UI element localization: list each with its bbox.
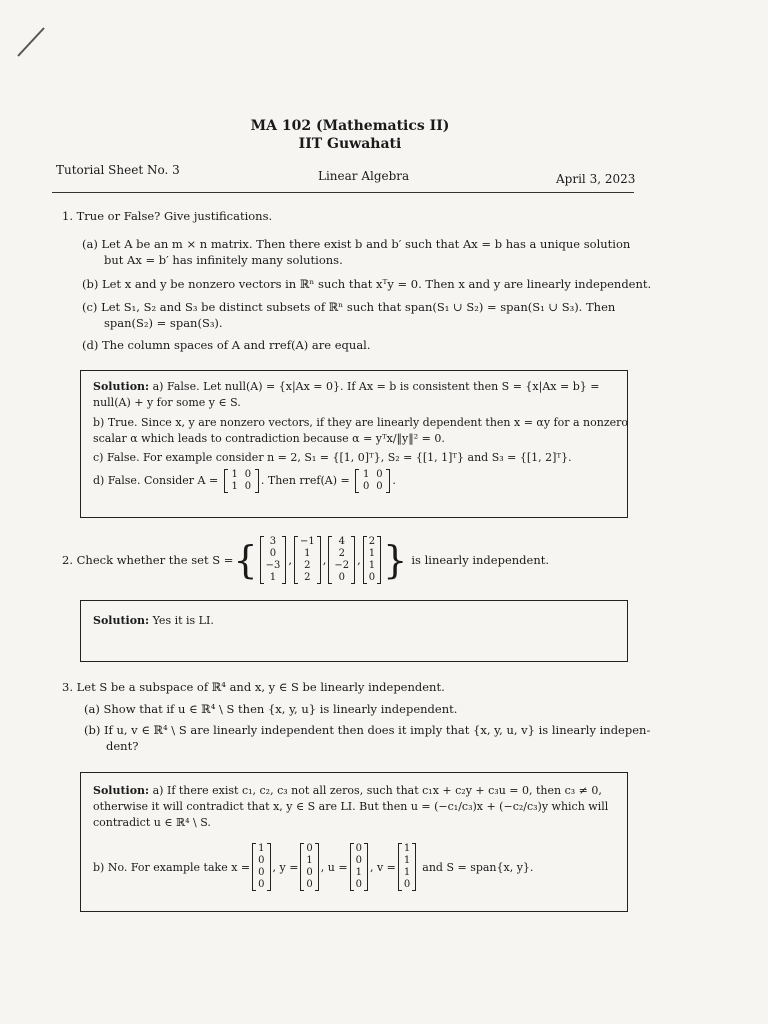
- sol1-line1: a) False. Let null(A) = {x|Ax = 0}. If Ax = b is consistent then S = {x|Ax = b} =: [152, 380, 600, 393]
- q1-part-a-line1: (a) Let A be an m × n matrix. Then there exist b and b′ such that Ax = b has a unique solution: [82, 237, 631, 251]
- sol3-line2: otherwise it will contradict that x, y ∈ S are LI. But then u = (−c₁/c₃)x + (−c₂/c₃)y which will: [93, 800, 609, 813]
- sol1-line2: null(A) + y for some y ∈ S.: [93, 396, 241, 409]
- vector-entry: 0: [355, 879, 362, 890]
- y-label: , y =: [272, 860, 299, 874]
- solution-label: Solution:: [93, 614, 150, 627]
- q1-part-c-line1: (c) Let S₁, S₂ and S₃ be distinct subsets of ℝⁿ such that span(S₁ ∪ S₂) = span(S₁ ∪ S₃). Then: [82, 300, 616, 314]
- vector-entry: 4: [338, 536, 345, 547]
- sol3-b-suffix: and S = span{x, y}.: [422, 860, 534, 874]
- sol1-d-middle: . Then rref(A) =: [260, 474, 350, 487]
- sheet-date: April 3, 2023: [556, 172, 636, 186]
- vector-1: [260, 536, 287, 584]
- solution-box-2: [80, 600, 628, 662]
- vector-3: [328, 536, 355, 584]
- left-brace: {: [233, 538, 258, 582]
- vector-entry: −1: [299, 536, 315, 547]
- pen-stroke-mark: [14, 22, 54, 62]
- institute-name: IIT Guwahati: [298, 136, 402, 152]
- vector-entry: 2: [304, 572, 311, 583]
- vector-entry: 0: [306, 843, 313, 854]
- vector-entry: 0: [338, 572, 345, 583]
- vector-u: [350, 843, 368, 891]
- q1-part-c-line2: span(S₂) = span(S₃).: [104, 316, 223, 330]
- vector-entry: 2: [338, 548, 345, 559]
- vector-entry: 1: [258, 843, 265, 854]
- solution-box-3: [80, 772, 628, 912]
- tutorial-sheet-number: Tutorial Sheet No. 3: [56, 163, 180, 177]
- sol3-b-prefix: b) No. For example take x =: [93, 860, 251, 874]
- q1-part-b: (b) Let x and y be nonzero vectors in ℝⁿ such that xᵀy = 0. Then x and y are linearly independent.: [82, 277, 652, 291]
- q2-suffix: is linearly independent.: [411, 553, 550, 567]
- header-rule: [52, 192, 634, 193]
- matrix-cell: 0: [376, 469, 383, 480]
- vector-entry: 0: [403, 879, 411, 890]
- vector-entry: 0: [258, 855, 265, 866]
- q1-part-d: (d) The column spaces of A and rref(A) are equal.: [82, 338, 371, 352]
- matrix-cell: 0: [244, 469, 252, 480]
- vector-entry: 3: [269, 536, 277, 547]
- sol1-d-prefix: d) False. Consider A =: [93, 474, 219, 487]
- matrix-cell: 1: [363, 469, 370, 480]
- sol1-line4: scalar α which leads to contradiction because α = yᵀx/‖y‖² = 0.: [93, 432, 445, 445]
- sol1-line5: c) False. For example consider n = 2, S₁ = {[1, 0]ᵀ}, S₂ = {[1, 1]ᵀ} and S₃ = {[1, 2]ᵀ}.: [93, 451, 572, 464]
- topic-label: Linear Algebra: [318, 169, 410, 183]
- matrix-A: [224, 469, 259, 493]
- solution-box-1: [80, 370, 628, 518]
- vector-entry: 0: [306, 867, 313, 878]
- sol1-line3: b) True. Since x, y are nonzero vectors, if they are linearly dependent then x = αy for a nonzero: [93, 416, 629, 429]
- vector-entry: 1: [403, 843, 411, 854]
- vector-entry: 1: [368, 548, 376, 559]
- vector-entry: 1: [269, 572, 277, 583]
- vector-entry: 1: [403, 855, 411, 866]
- sol1-d-suffix: .: [392, 474, 396, 487]
- q1-part-a-line2: but Ax = b′ has infinitely many solutions.: [104, 253, 343, 267]
- sol2-text: Yes it is LI.: [152, 614, 214, 627]
- q1-stem: 1. True or False? Give justifications.: [62, 209, 273, 223]
- q3-part-b-line2: dent?: [106, 739, 139, 753]
- q2-statement: 2. Check whether the set S = { 3 0 −3 1 , −1 1 2 2 , 4 2 −2 0 , 2 1 1 0 } is linearly independent.: [62, 536, 550, 583]
- vector-entry: 0: [258, 867, 265, 878]
- vector-entry: 0: [269, 548, 277, 559]
- q2-prefix: 2. Check whether the set S =: [62, 553, 234, 567]
- matrix-cell: 0: [376, 481, 383, 492]
- vector-entry: 1: [368, 560, 376, 571]
- u-label: , u =: [320, 860, 348, 874]
- vector-entry: 2: [304, 560, 311, 571]
- course-title: MA 102 (Mathematics II): [250, 118, 450, 134]
- vector-entry: −3: [265, 560, 281, 571]
- vector-entry: 0: [368, 572, 376, 583]
- solution-label: Solution:: [93, 380, 150, 393]
- vector-y: [300, 843, 318, 891]
- vector-4: [363, 536, 381, 584]
- vector-entry: 0: [306, 879, 313, 890]
- vector-entry: 1: [355, 867, 362, 878]
- vector-entry: 1: [403, 867, 411, 878]
- q3-part-a: (a) Show that if u ∈ ℝ⁴ \ S then {x, y, u} is linearly independent.: [84, 702, 458, 716]
- matrix-cell: 0: [244, 481, 252, 492]
- vector-2: [294, 536, 321, 584]
- right-brace: }: [383, 538, 408, 582]
- vector-v: [398, 843, 416, 891]
- vector-x: [252, 843, 270, 891]
- vector-entry: 2: [368, 536, 376, 547]
- q3-stem: 3. Let S be a subspace of ℝ⁴ and x, y ∈ S be linearly independent.: [62, 680, 445, 694]
- vector-entry: −2: [334, 560, 350, 571]
- sol3-line1: a) If there exist c₁, c₂, c₃ not all zeros, such that c₁x + c₂y + c₃u = 0, then c₃ ≠ 0,: [152, 784, 602, 797]
- vector-entry: 0: [355, 855, 362, 866]
- vector-entry: 0: [355, 843, 362, 854]
- matrix-cell: 1: [231, 481, 238, 492]
- q3-part-b-line1: (b) If u, v ∈ ℝ⁴ \ S are linearly independent then does it imply that {x, y, u, v} is linearly indepen-: [84, 723, 651, 737]
- vector-entry: 1: [306, 855, 313, 866]
- matrix-rref-A: [355, 469, 390, 493]
- matrix-cell: 0: [363, 481, 370, 492]
- solution-label: Solution:: [93, 784, 150, 797]
- matrix-cell: 1: [231, 469, 238, 480]
- sol3-line3: contradict u ∈ ℝ⁴ \ S.: [93, 816, 211, 829]
- vector-entry: 1: [304, 548, 311, 559]
- v-label: , v =: [369, 860, 396, 874]
- vector-entry: 0: [258, 879, 265, 890]
